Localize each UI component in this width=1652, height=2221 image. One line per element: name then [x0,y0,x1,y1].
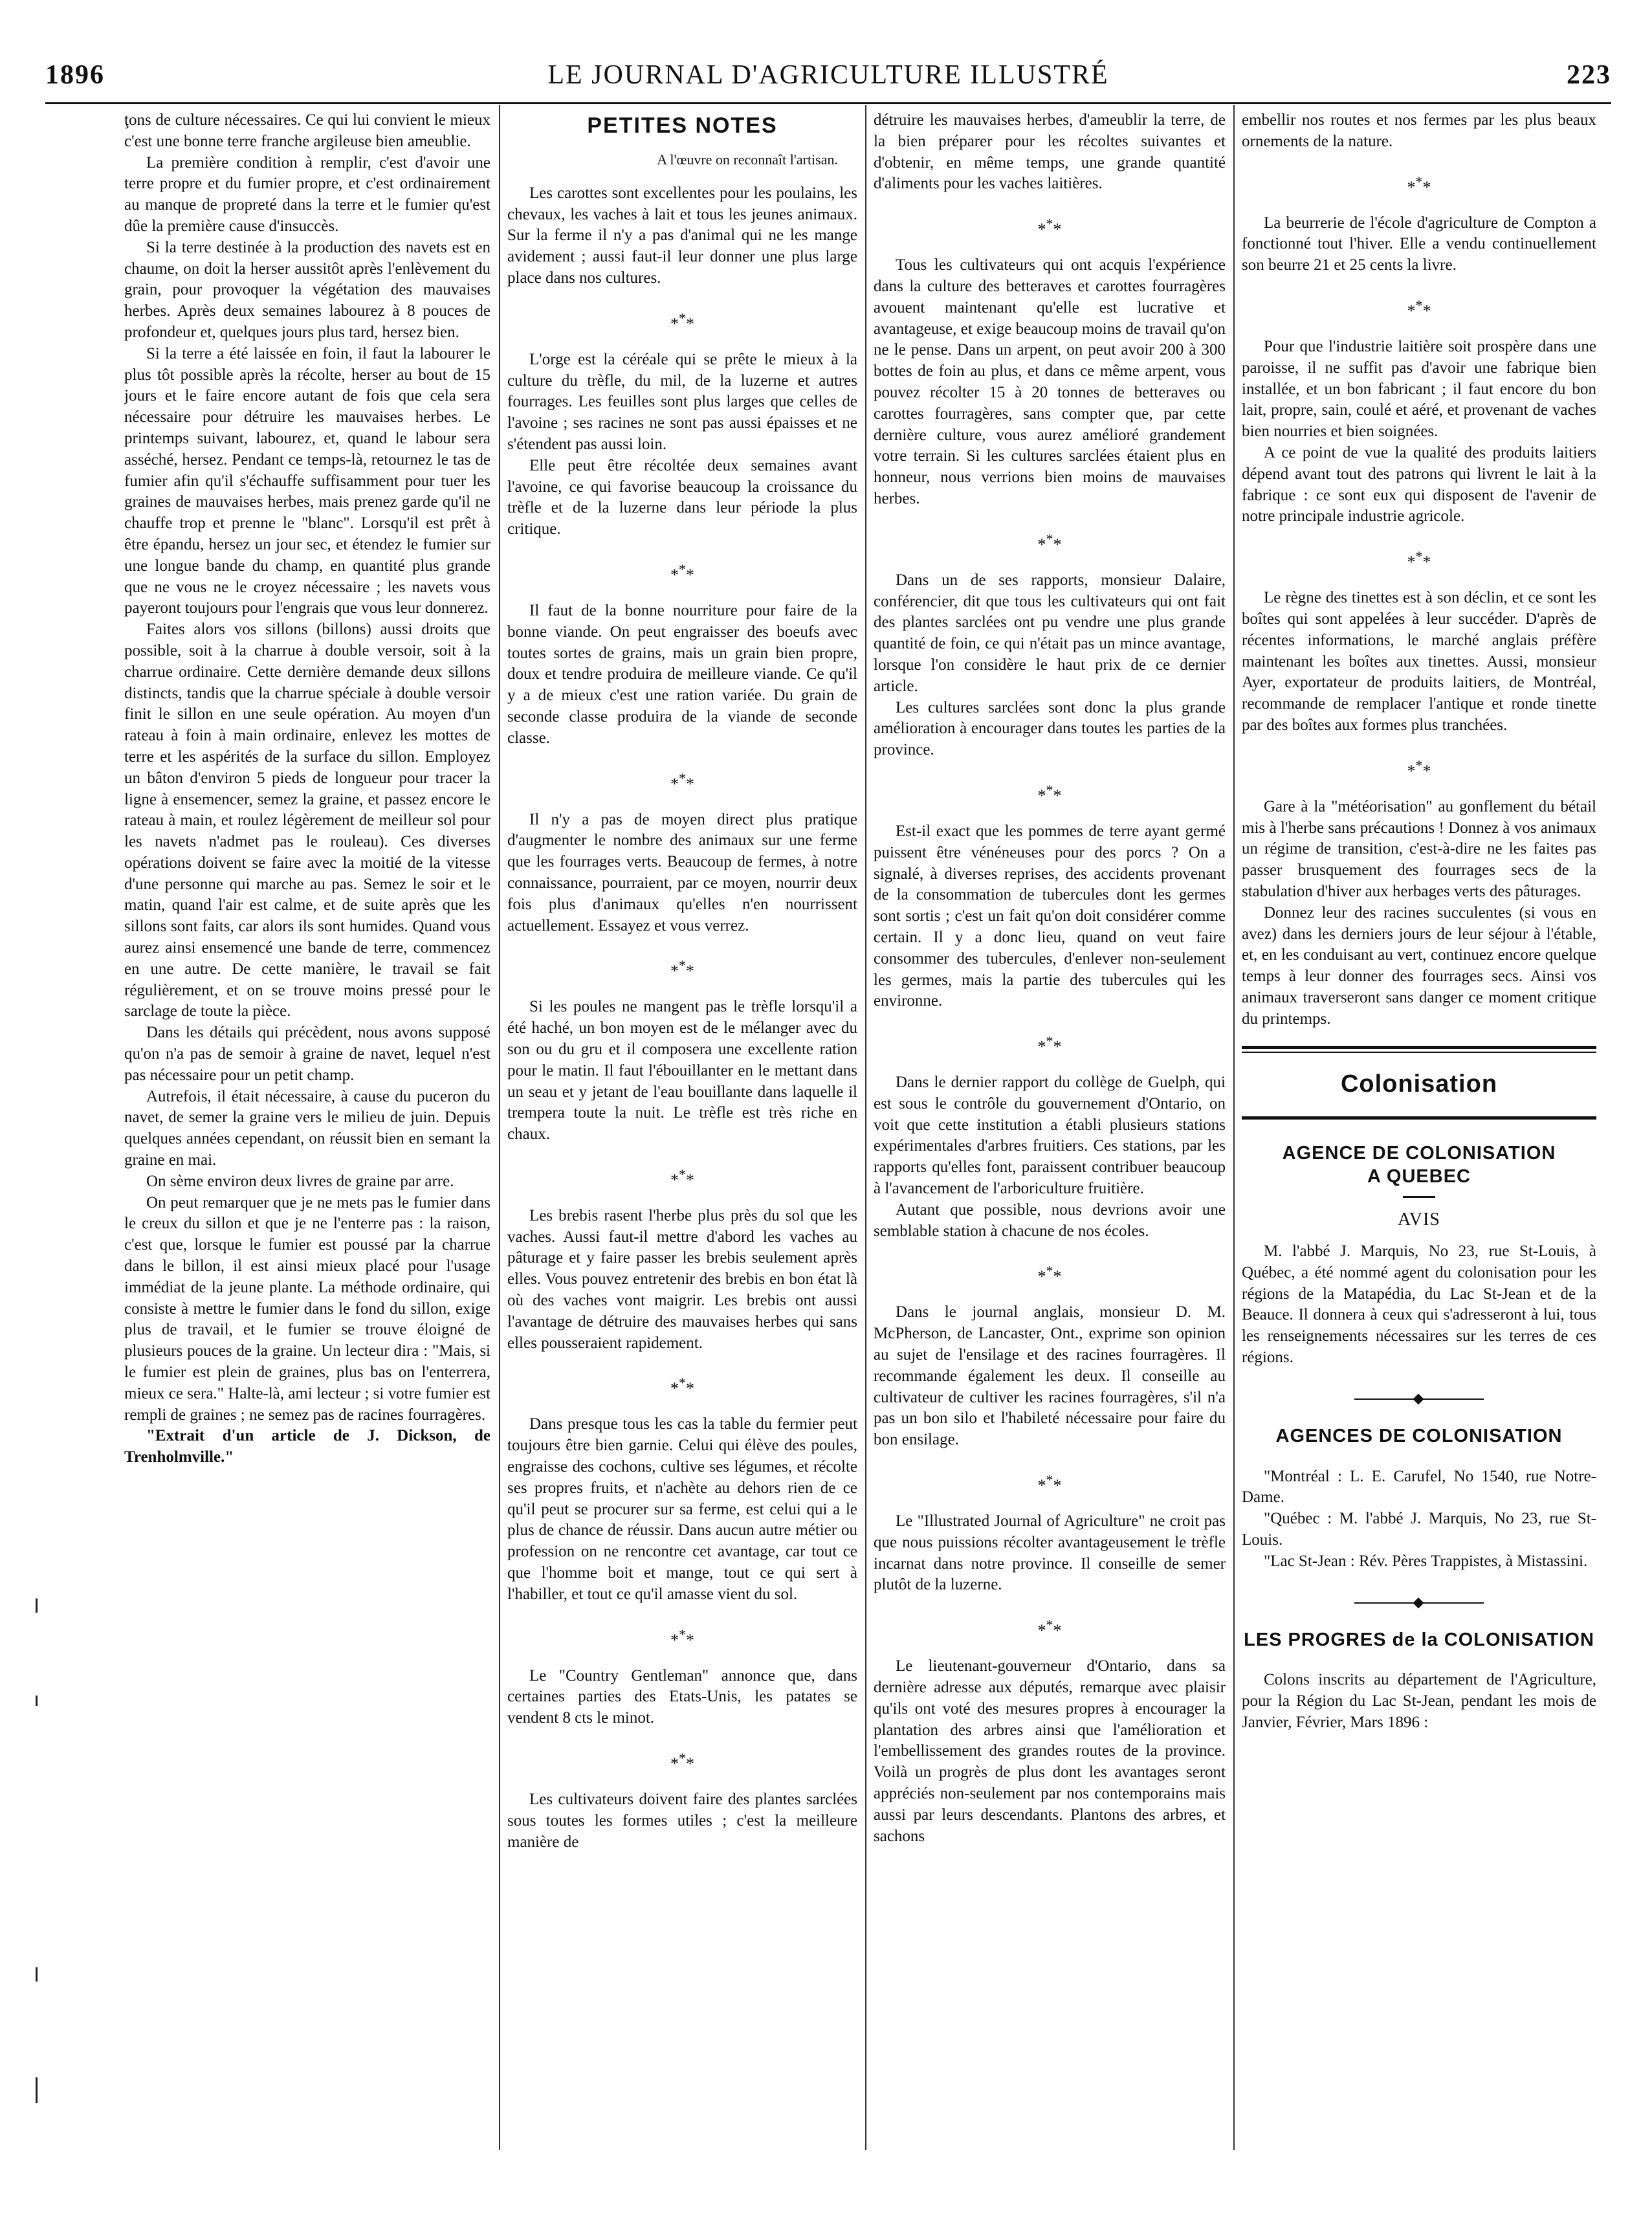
paragraph: Colons inscrits au département de l'Agriculture, pour la Région du Lac St-Jean, pendant les mois de Janvier, Février, Mars 1896 : [1242,1671,1596,1732]
paragraph: embellir nos routes et nos fermes par les plus beaux ornements de la nature. [1242,111,1596,150]
progres-heading: LES PROGRES de la COLONISATION [1244,1629,1594,1650]
asterism: *** [1407,548,1431,572]
asterism: *** [1037,1263,1062,1287]
column-divider-2 [865,105,866,2150]
asterism: *** [1037,215,1062,239]
paragraph: Le "Country Gentleman" annonce que, dans certaines parties des Etats-Unis, les patates se vendent 8 cts le minot. [507,1666,857,1727]
paragraph: Si les poules ne mangent pas le trèfle lorsqu'il a été haché, un bon moyen est de le mélanger avec du son ou du gru et il composera une excellente ration pour le matin. Il faut l'ébouillanter en le mettant dans un seau et y jetant de l'eau bouillante dans laquelle il trempera toute la nuit. Le trèfle est très riche en chaux. [507,998,857,1144]
section-rule [1242,1052,1596,1053]
agency-entry: "Montréal : L. E. Carufel, No 1540, rue Notre-Dame. [1242,1467,1596,1507]
paragraph: La première condition à remplir, c'est d'avoir une terre propre et du fumier propre, et c'est ordinairement au manque de propreté dans la terre et le fumier qu'est dûe la première cause d'insuccès. [124,153,490,235]
paragraph: Si la terre destinée à la production des navets est en chaume, on doit la herser aussitôt après l'enlèvement du grain, pour provoquer la végétation des mauvaises herbes. Après deux semaines labourez à 8 pouces de profondeur et, quelques jours plus tard, hersez bien. [124,238,490,341]
agence-heading: AGENCE DE COLONISATION A QUEBEC [1282,1143,1556,1188]
paragraph: Dans les détails qui précèdent, nous avons supposé qu'on n'a pas de semoir à graine de navet, lequel n'est pas nécessaire pour un petit champ. [124,1024,490,1084]
paragraph: Si la terre a été laissée en foin, il faut la labourer le plus tôt possible après la récolte, herser au bout de 15 jours et le faire encore autant de fois que cela sera nécessaire pour détruire les mauvaises herbes. Le printemps suivant, labourez, et, quand le labour sera asséché, hersez. Pendant ce temps-là, retournez le tas de fumier afin qu'il s'échauffe suffisamment pour tuer les graines de mauvaises herbes, mais prenez garde qu'il ne chauffe trop et prenne le "blanc". Lorsqu'il est prêt à être épandu, hersez un jour sec, et étendez le fumier sur une longue bande du champ, en quantité plus grande que ne vous ne le croyez nécessaire ; les navets vous payeront toujours pour l'engrais que vous leur donnerez. [124,344,490,617]
epigraph: A l'œuvre on reconnaît l'artisan. [657,151,838,168]
paragraph: Il faut de la bonne nourriture pour faire de la bonne viande. On peut engraisser des boeufs avec toutes sortes de grains, mais un grain bien propre, doux et tendre produira de meilleure viande. Ce qu'il y a de mieux c'est une ration variée. Du grain de seconde classe produira de la viande de seconde classe. [507,601,857,747]
paragraph: Est-il exact que les pommes de terre ayant germé puissent être vénéneuses pour des porcs ? On a signalé, à diverses reprises, des accidents provenant de la consommation de tubercules dont les germes sont sortis ; c'est un fait qu'on doit considérer comme certain. Il y a donc lieu, quand on veut faire consommer des tubercules, d'enlever non-seulement les germes, mais la partie des tubercules qui les environne. [874,822,1226,1010]
paragraph: Les brebis rasent l'herbe plus près du sol que les vaches. Aussi faut-il mettre d'abord les vaches au pâturage et y faire passer les brebis seulement après elles. Vous pouvez entretenir des brebis en bon état là où des vaches vont maigrir. Les brebis ont aussi l'avantage de détruire des mauvaises herbes qui sans elles pousseraient rapidement. [507,1206,857,1352]
header-title: LE JOURNAL D'AGRICULTURE ILLUSTRÉ [547,60,1109,90]
header-page-number: 223 [1567,60,1611,90]
asterism: *** [670,1626,694,1650]
section-rule [1242,1046,1596,1049]
colonisation-heading: Colonisation [1340,1070,1498,1098]
paragraph: Gare à la "météorisation" au gonflement du bétail mis à l'herbe sans précautions ! Donnez à vos animaux un régime de transition, c'est-à-dire ne les faites pas passer brusquement des fourrages secs de la stabulation d'hiver aux herbages verts des pâturages. [1242,797,1596,900]
column-divider-1 [499,105,500,2150]
asterism: *** [670,957,694,981]
asterism: *** [1407,296,1431,320]
column-1 [124,110,490,2155]
paragraph: Les cultures sarclées sont donc la plus grande amélioration à encourager dans toutes les parties de la province. [874,698,1226,759]
paragraph: Donnez leur des racines succulentes (si vous en avez) dans les derniers jours de leur séjour à l'étable, et, en les conduisant au vert, continuez encore quelque temps à leur donner des fourrages secs. Ainsi vos animaux traverseront sans danger ce moment critique du printemps. [1242,903,1596,1028]
ornamental-rule [1354,1598,1484,1608]
header-year: 1896 [45,60,105,90]
paragraph: Le "Illustrated Journal of Agriculture" ne croit pas que nous puissions récolter avantageusement le trèfle incarnat dans notre province. Il conseille de semer plutôt de la luzerne. [874,1512,1226,1594]
paragraph: Pour que l'industrie laitière soit prospère dans une paroisse, il ne suffit pas d'avoir une fabrique bien installée, et un bon fabricant ; il faut encore du bon lait, propre, sain, coulé et aéré, et provenant de vaches bien nourries et bien soignées. [1242,337,1596,441]
agences-heading: AGENCES DE COLONISATION [1275,1425,1563,1446]
asterism: *** [1037,1472,1062,1496]
asterism: *** [1037,1033,1062,1057]
column-3 [874,110,1226,2155]
ornamental-rule [1354,1395,1484,1404]
paragraph: Faites alors vos sillons (billons) aussi droits que possible, soit à la charrue à double versoir, soit à la charrue ordinaire. Cette dernière demande deux sillons distincts, tandis que la charrue spéciale à double versoir finit le sillon en une seule opération. Au moyen d'un rateau à foin à main ordinaire, enlevez les mottes de terre et les aspérités de la surface du sillon. Employez un bâton d'environ 5 pieds de longueur pour tracer la ligne à ensemencer, semez la graine, et passez encore le rateau à main, et roulez légèrement de meilleur sol pour les navets n'admet pas le rouleau). Ces diverses opérations doivent se faire avec la moitié de la vitesse d'une personne qui marche au pas. Semez le soir et le matin, quand l'air est calme, et de suite après que les sillons sont faits, car alors ils sont humides. Quand vous aurez ainsi ensemencé une bande de terre, commencez en une autre. De cette manière, le travail se fait régulièrement, et on se trouve moins pressé pour le sarclage de toute la pièce. [124,621,490,1021]
asterism: *** [1407,173,1431,197]
column-4 [1242,110,1596,2155]
column-divider-3 [1233,105,1235,2150]
running-header [45,60,1611,98]
paragraph: Le règne des tinettes est à son déclin, et ce sont les boîtes qui sont appelées à leur succéder. D'après de récentes informations, le marché anglais préfère maintenant les boîtes aux tinettes. Aussi, monsieur Ayer, exportateur de produits laitiers, de Montréal, recommande de remplacer l'antique et ronde tinette par des boîtes aux formes plus tranchées. [1242,589,1596,734]
paragraph: ţons de culture nécessaires. Ce qui lui convient le mieux c'est une bonne terre franche argileuse bien ameublie. [124,111,490,150]
paragraph: Dans le journal anglais, monsieur D. M. McPherson, de Lancaster, Ont., exprime son opinion au sujet de l'ensilage et des racines fourragères. Il recommande également les deux. Il conseille au cultivateur de cultiver les racines fourragères, s'il n'a pas un bon silo et l'habileté nécessaire pour faire du bon ensilage. [874,1303,1226,1449]
asterism: *** [670,560,694,584]
paragraph: Dans un de ses rapports, monsieur Dalaire, conférencier, dit que tous les cultivateurs qui ont fait des plantes sarclées ont pu vendre une plus grande quantité de foin, ce qui n'était pas un mince avantage, lorsque l'on considère le haut prix de ce dernier article. [874,571,1226,695]
avis-heading: AVIS [1398,1210,1440,1230]
paragraph: M. l'abbé J. Marquis, No 23, rue St-Louis, à Québec, a été nommé agent du colonisation pour les régions de la Matapédia, du Lac St-Jean et de la Beauce. Il donnera à ceux qui s'adresseront à lui, tous les renseignements nécessaires sur les terres de ces régions. [1242,1243,1596,1367]
paragraph: Elle peut être récoltée deux semaines avant l'avoine, ce qui favorise beaucoup la croissance du trèfle et de la luzerne dans leur période la plus critique. [507,456,857,538]
paragraph: "Extrait d'un article de J. Dickson, de Trenholmville." [124,1427,490,1466]
margin-mark [36,1696,38,1706]
paragraph: On peut remarquer que je ne mets pas le fumier dans le creux du sillon et que je ne l'enterre pas : la raison, c'est que, lorsque le fumier est poussé par la charrue dans le billon, il est ainsi mieux placé pour l'usage immédiat de la jeune plante. La méthode ordinaire, qui consiste à mettre le fumier dans le fond du sillon, exige plus de travail, et le fumier se trouve éloigné de plusieurs pouces de la graine. Un lecteur dira : "Mais, si le fumier est plein de graines, plus bas on l'enterrera, mieux ce sera." Halte-là, ami lecteur ; si votre fumier est rempli de graines ; ne semez pas de racines fourragères. [124,1193,490,1424]
asterism: *** [670,769,694,793]
paragraph: La beurrerie de l'école d'agriculture de Compton a fonctionné tout l'hiver. Elle a vendu continuellement son beurre 21 et 25 cents la livre. [1242,214,1596,274]
short-rule [1403,1196,1435,1198]
asterism: *** [1037,530,1062,554]
section-title: PETITES NOTES [587,113,778,138]
paragraph: Les cultivateurs doivent faire des plantes sarclées sous toutes les formes utiles ; c'est la meilleure manière de [507,1791,857,1851]
paragraph: A ce point de vue la qualité des produits laitiers dépend avant tout des patrons qui livrent le lait à la fabrique : ce sont eux qui disposent de l'avenir de notre principale industrie agricole. [1242,443,1596,525]
agency-entry: "Québec : M. l'abbé J. Marquis, No 23, rue St-Louis. [1242,1510,1596,1549]
header-rule [45,102,1611,104]
column-2 [507,110,857,2155]
paragraph: Autant que possible, nous devrions avoir une semblable station à chacune de nos écoles. [874,1200,1226,1240]
asterism: *** [670,1375,694,1398]
margin-mark [36,1598,38,1613]
agency-entry: "Lac St-Jean : Rév. Pères Trappistes, à Mistassini. [1264,1552,1588,1570]
paragraph: Le lieutenant-gouverneur d'Ontario, dans sa dernière adresse aux députés, remarque avec plaisir qu'ils ont voté des mesures propres à encourager la plantation des arbres ainsi que l'amélioration et l'embellissement des grandes routes de la province. Voilà un progrès de plus dont les avantages seront appréciés non-seulement par nos contemporains mais aussi par leurs descendants. Plantons des arbres, et sachons [874,1657,1226,1845]
paragraph: Dans presque tous les cas la table du fermier peut toujours être bien garnie. Celui qui élève des poules, engraisse des cochons, cultive ses légumes, et récolte ses propres fruits, et n'achète au dehors rien de ce qu'il peut se procurer sur sa ferme, est celui qui a le plus de chance de réussir. Dans aucun autre métier ou profession on ne rencontre cet avantage, car tout ce que l'homme boit et mange, tout ce qui sert à l'habiller, et tout ce qu'il amasse vient du sol. [507,1415,857,1603]
asterism: *** [1037,1617,1062,1641]
asterism: *** [1037,781,1062,805]
paragraph: détruire les mauvaises herbes, d'ameublir la terre, de la bien préparer pour les récoltes suivantes et d'obtenir, en même temps, une grande quantité d'aliments pour les vaches laitières. [874,111,1226,193]
paragraph: L'orge est la céréale qui se prête le mieux à la culture du trèfle, du mil, de la luzerne et autres fourrages. Les feuilles sont plus larges que celles de l'avoine ; ses racines ne sont pas aussi épaisses et ne s'étendent pas aussi loin. [507,350,857,453]
paragraph: Tous les cultivateurs qui ont acquis l'expérience dans la culture des betteraves et carottes fourragères avouent maintenant qu'elle est lucrative et avantageuse, et exige beaucoup moins de travail qu'on ne le pense. Dans un arpent, on peut avoir 200 à 300 bottes de foin au plus, et dans ce même arpent, vous pouvez récolter 15 à 20 tonnes de betteraves ou carottes fourragères, sans compter que, par cette dernière culture, vous aurez amélioré grandement votre terrain. Si les cultures sarclées étaient plus en honneur, nous verrions bien moins de mauvaises herbes. [874,256,1226,507]
margin-mark [36,1967,38,1982]
asterism: *** [670,1166,694,1189]
section-rule [1242,1116,1596,1120]
paragraph: Dans le dernier rapport du collège de Guelph, qui est sous le contrôle du gouvernement d'Ontario, on voit que cette institution a établi plusieurs stations expérimentales d'arbres fruitiers. Ces stations, par les rapports qu'elles font, paraissent contribuer beaucoup à l'avancement de l'arboriculture fruitière. [874,1074,1226,1198]
margin-mark [36,2077,38,2103]
paragraph: On sème environ deux livres de graine par arre. [146,1172,454,1190]
asterism: *** [670,1750,694,1774]
paragraph: Autrefois, il était nécessaire, à cause du puceron du navet, de semer la graine vers le milieu de juin. Depuis quelques années cependant, on réussit bien en semant la graine en mai. [124,1087,490,1169]
paragraph: Les carottes sont excellentes pour les poulains, les chevaux, les vaches à lait et tous les jeunes animaux. Sur la ferme il n'y a pas d'animal qui ne les mange avidement ; aussi faut-il leur donner une plus large place dans nos cultures. [507,184,857,287]
paragraph: Il n'y a pas de moyen direct plus pratique d'augmenter le nombre des animaux sur une ferme que les fourrages verts. Beaucoup de fermes, à notre connaissance, pourraient, par ce moyen, nourrir deux fois plus d'animaux qu'elles n'en nourrissent actuellement. Essayez et vous verrez. [507,810,857,934]
asterism: *** [1407,757,1431,780]
asterism: *** [670,309,694,333]
